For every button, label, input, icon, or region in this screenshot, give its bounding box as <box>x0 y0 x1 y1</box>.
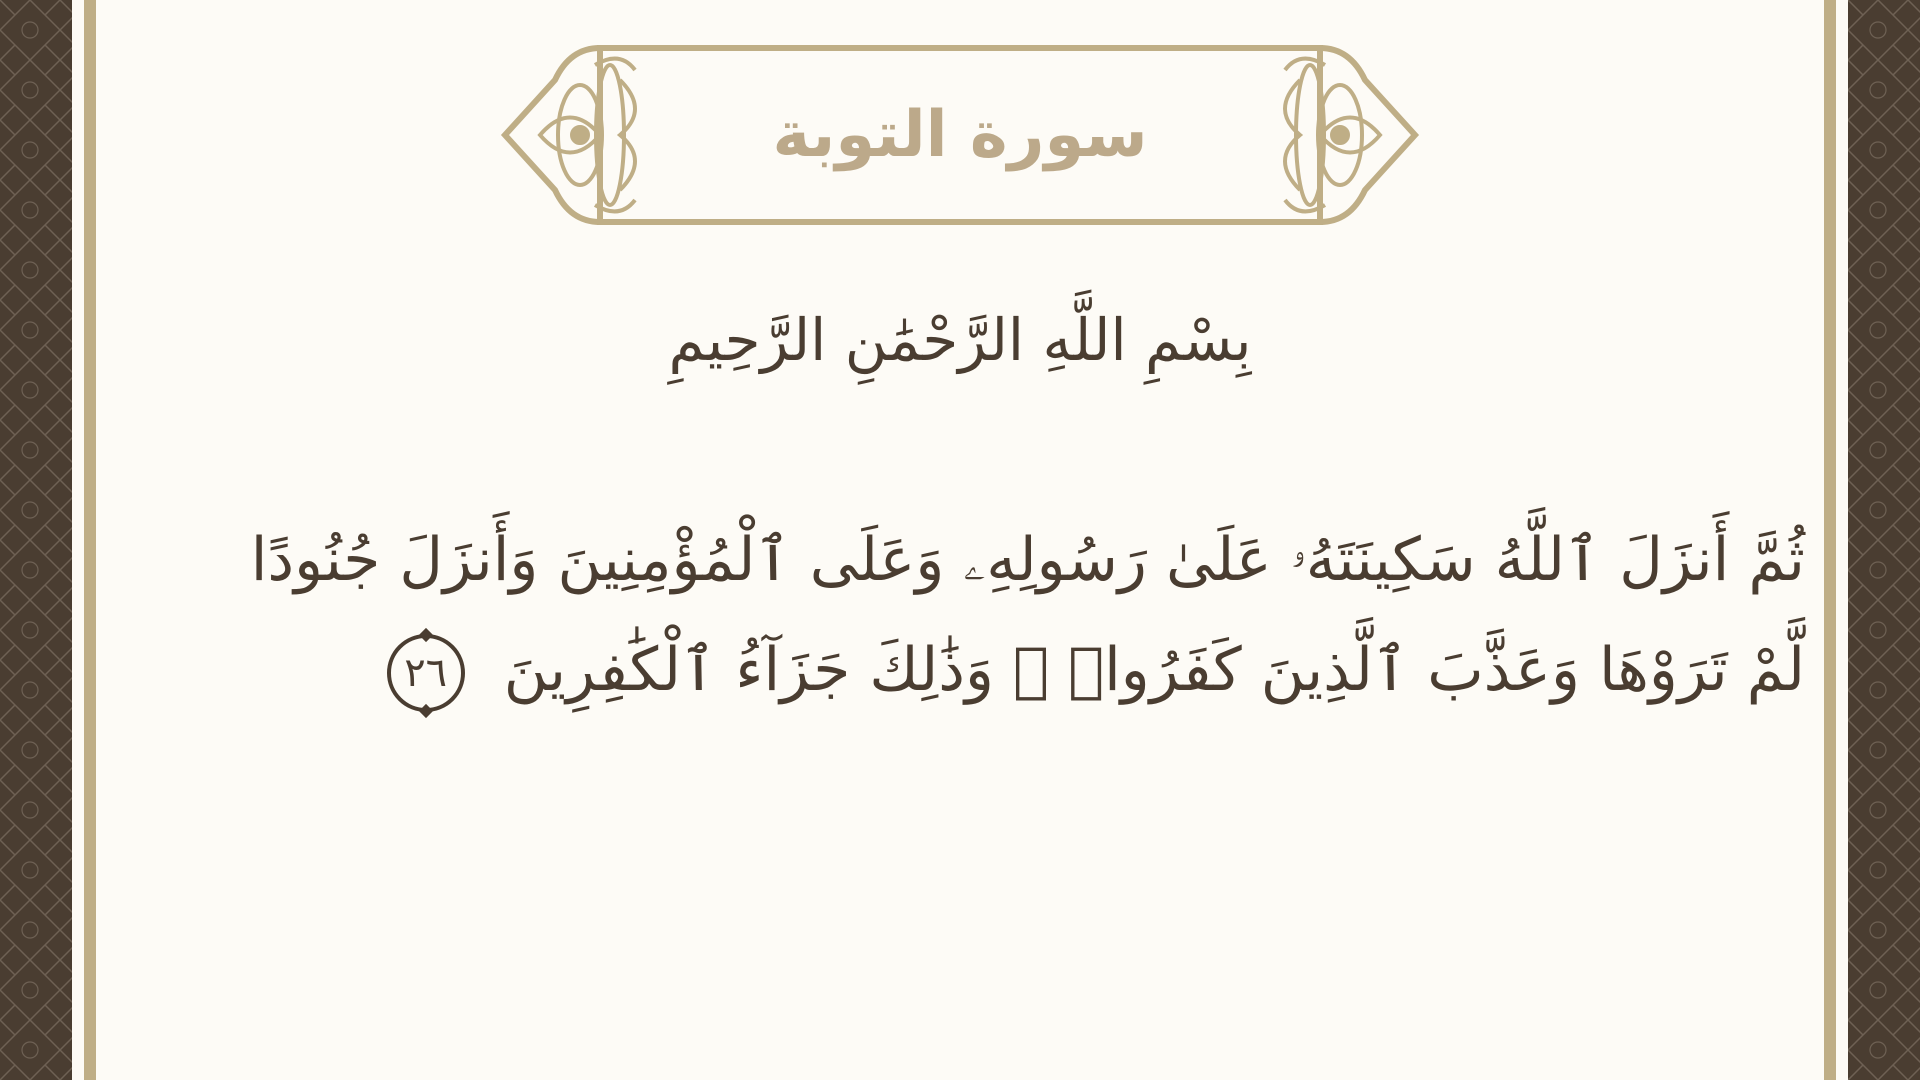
verse-text <box>250 505 1805 725</box>
left-decorative-border <box>0 0 72 1080</box>
geometric-pattern-icon <box>0 0 72 1080</box>
surah-title: سورة التوبة <box>772 98 1148 172</box>
left-gold-frame-line <box>84 0 96 1080</box>
verse-line-1: ثُمَّ أَنزَلَ ٱللَّهُ سَكِينَتَهُۥ عَلَىٰ رَسُولِهِۦ وَعَلَى ٱلْمُؤْمِنِينَ وَأَنزَلَ جُنُودًا <box>250 525 1805 595</box>
basmala: بِسْمِ اللَّهِ الرَّحْمَٰنِ الرَّحِيمِ <box>668 306 1252 374</box>
right-gold-frame-line <box>1824 0 1836 1080</box>
ayah-number-marker: ٢٦ <box>387 634 465 712</box>
geometric-pattern-icon <box>1848 0 1920 1080</box>
right-decorative-border <box>1848 0 1920 1080</box>
surah-title-cartouche <box>500 40 1420 230</box>
verse-line-2 <box>260 615 1805 725</box>
verse-line-2-text: لَّمْ تَرَوْهَا وَعَذَّبَ ٱلَّذِينَ كَفَرُوا۟ ۚ وَذَٰلِكَ جَزَآءُ ٱلْكَٰفِرِينَ <box>503 635 1805 705</box>
